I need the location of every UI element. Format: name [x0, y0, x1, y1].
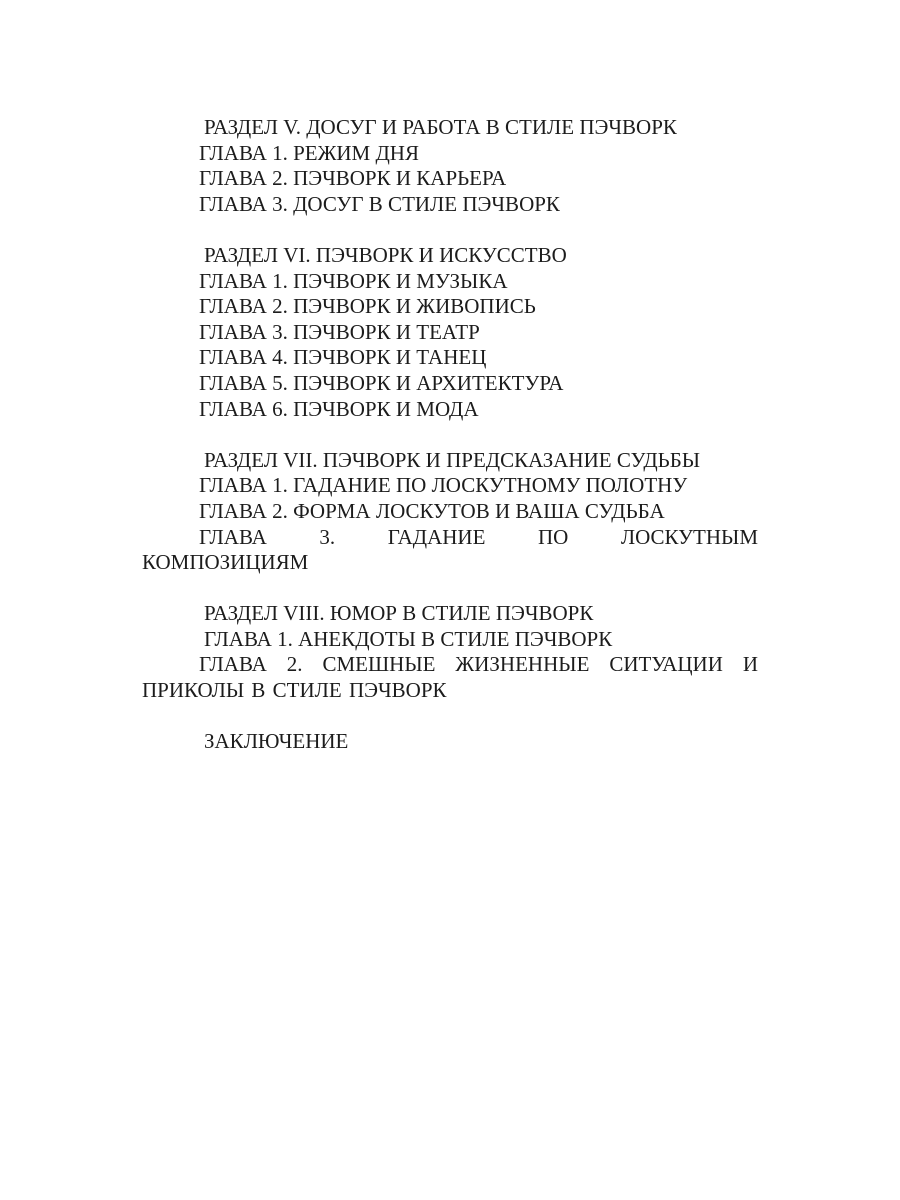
table-of-contents — [142, 115, 758, 780]
chapter-entry: ГЛАВА 2. ФОРМА ЛОСКУТОВ И ВАША СУДЬБА — [199, 498, 665, 523]
chapter-entry: ГЛАВА 6. ПЭЧВОРК И МОДА — [199, 396, 479, 421]
chapter-entry: ГЛАВА 2. СМЕШНЫЕ ЖИЗНЕННЫЕ СИТУАЦИИ И ПРИКОЛЫ В СТИЛЕ ПЭЧВОРК — [142, 652, 758, 703]
section-title: РАЗДЕЛ VIII. ЮМОР В СТИЛЕ ПЭЧВОРК — [204, 601, 594, 626]
chapter-entry: ГЛАВА 1. РЕЖИМ ДНЯ — [199, 140, 419, 165]
chapter-entry: ГЛАВА 1. ГАДАНИЕ ПО ЛОСКУТНОМУ ПОЛОТНУ — [199, 473, 688, 498]
chapter-entry: ГЛАВА 5. ПЭЧВОРК И АРХИТЕКТУРА — [199, 370, 564, 395]
toc-section-8 — [142, 601, 758, 703]
chapter-entry: ГЛАВА 4. ПЭЧВОРК И ТАНЕЦ — [199, 345, 487, 370]
toc-section-7 — [142, 448, 758, 576]
section-title: РАЗДЕЛ V. ДОСУГ И РАБОТА В СТИЛЕ ПЭЧВОРК — [204, 115, 677, 139]
chapter-entry: ГЛАВА 1. АНЕКДОТЫ В СТИЛЕ ПЭЧВОРК — [204, 626, 613, 651]
toc-section-6 — [142, 243, 758, 422]
chapter-entry: ГЛАВА 3. ДОСУГ В СТИЛЕ ПЭЧВОРК — [199, 191, 560, 216]
chapter-entry: ГЛАВА 3. ГАДАНИЕ ПО ЛОСКУТНЫМ КОМПОЗИЦИЯМ — [142, 524, 758, 575]
section-title: РАЗДЕЛ VI. ПЭЧВОРК И ИСКУССТВО — [204, 242, 567, 267]
chapter-entry: ГЛАВА 3. ПЭЧВОРК И ТЕАТР — [199, 319, 480, 344]
conclusion-title: ЗАКЛЮЧЕНИЕ — [204, 729, 349, 754]
chapter-entry: ГЛАВА 2. ПЭЧВОРК И ЖИВОПИСЬ — [199, 294, 536, 319]
toc-section-5 — [142, 115, 758, 217]
chapter-entry: ГЛАВА 1. ПЭЧВОРК И МУЗЫКА — [199, 268, 508, 293]
chapter-entry: ГЛАВА 2. ПЭЧВОРК И КАРЬЕРА — [199, 166, 507, 191]
toc-conclusion — [142, 729, 758, 755]
section-title: РАЗДЕЛ VII. ПЭЧВОРК И ПРЕДСКАЗАНИЕ СУДЬБЫ — [204, 447, 701, 472]
